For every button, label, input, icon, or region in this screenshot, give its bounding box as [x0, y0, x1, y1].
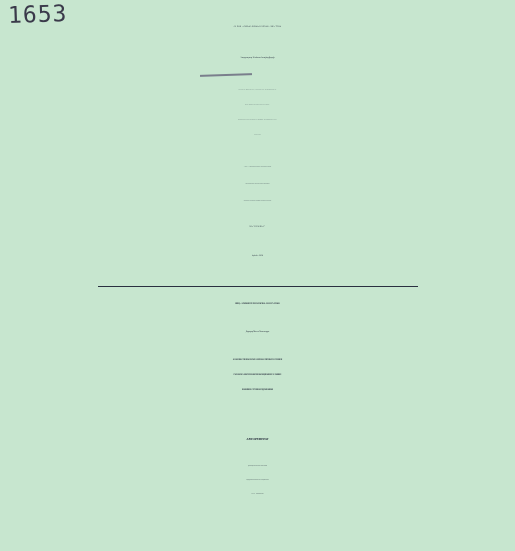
section-divider: [98, 286, 418, 287]
russian-title-line-2: РАЗРАБОТКА БИОТЕХНОЛОГИИ ВЫРАЩИВАНИЯ В УСЛОВИЯХ: [233, 375, 282, 376]
russian-title-line-3: НОВЕЙШЕЙ СТРУЙНОЙ ГИДРОПОНИКИ: [242, 390, 273, 391]
armenian-city-year: Երևան - 2016: [252, 256, 263, 257]
pencil-underline: [200, 73, 252, 77]
armenian-degree-line-2: կենսաբանական գիտությունների թեկնածուի: [245, 184, 270, 185]
russian-author: Дарядар Магса Халегверди: [245, 331, 270, 333]
russian-degree-line-1: диссертации на соискание ученой степени: [247, 466, 268, 467]
russian-degree-line-2: кандидата биологических наук по специальности: [246, 480, 269, 481]
russian-document-type: АВТОРЕФЕРАТ: [246, 437, 269, 441]
armenian-institution: ՀՀ ԳԱԱ «ՀԱՅԿԵՆՍԱՏԵԽՆՈԼՈԳԻԱ» ԳԱԿ ՊՈԱԿ: [233, 27, 282, 28]
russian-institution: НПЦ «АРМБИОТЕХНОЛОГИЯ» НАН РА ГНКО: [235, 303, 280, 305]
armenian-title-line-1: [0, 90, 515, 91]
armenian-title-line-4: [0, 135, 515, 136]
armenian-degree-line-3: գիտական աստիճանի հայցման ատենախոսության: [243, 201, 272, 202]
handwritten-catalog-number: 1653: [7, 0, 68, 30]
russian-degree-line-3: 03.00.14 – «Биотехнология»: [251, 494, 264, 495]
armenian-document-type: ՍԵՂՄԱԳԻՐ: [249, 226, 266, 228]
armenian-title-line-2: [0, 105, 515, 106]
russian-title-line-1: ОСОБЕННОСТИ НЕКОТОРЫХ ЭФИРОМАСЛИЧНЫХ РАСТЕНИЙ И: [232, 360, 283, 361]
armenian-degree-line-1: Գ.00.14- «Կենսատեխնոլոգիա» մասնագիտությամբ: [243, 167, 272, 168]
armenian-title-line-3: [0, 120, 515, 121]
armenian-author: Դարյադար Մահսա Խալեղվերդի: [240, 57, 275, 59]
